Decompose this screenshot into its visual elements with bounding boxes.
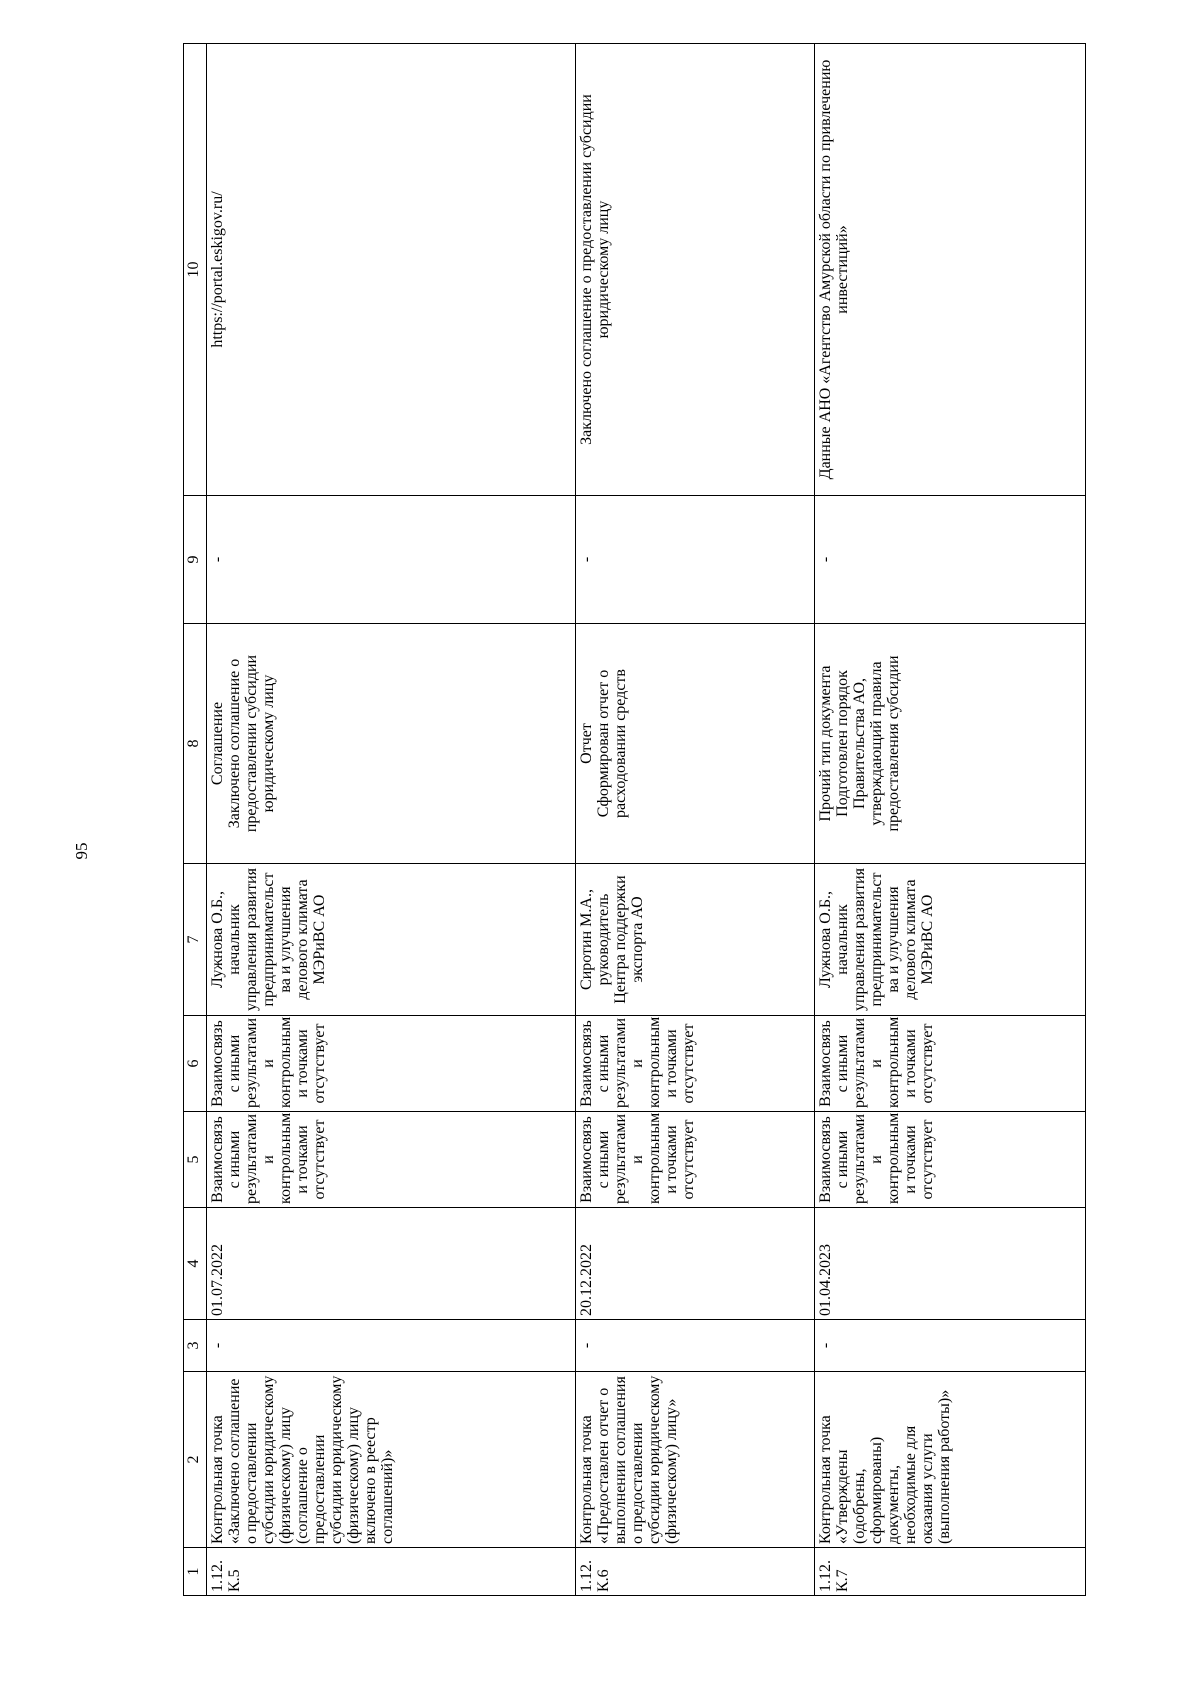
header-row <box>184 44 207 1596</box>
table-row <box>814 44 1085 1596</box>
col-header-5: 5 <box>184 1112 207 1208</box>
cell-control-point: Контрольная точка «Предоставлен отчет о выполнении соглашения о предоставлении субсидии юридическому (физическому) лицу» <box>576 1372 815 1548</box>
document-type: Соглашение <box>209 701 226 786</box>
cell-col3: - <box>207 1320 576 1372</box>
col-header-10: 10 <box>184 44 207 496</box>
col-header-8: 8 <box>184 624 207 864</box>
cell-document <box>207 624 576 864</box>
cell-number: 1.12. К.6 <box>576 1548 815 1596</box>
cell-number: 1.12. К.5 <box>207 1548 576 1596</box>
table-row <box>207 44 576 1596</box>
col-header-3: 3 <box>184 1320 207 1372</box>
cell-source: Данные АНО «Агентство Амурской области по привлечению инвестиций» <box>814 44 1085 496</box>
document-type: Прочий тип документа <box>816 665 834 822</box>
col-header-4: 4 <box>184 1208 207 1320</box>
document-description: Сформирован отчет о расходовании средств <box>595 669 630 818</box>
cell-col9: - <box>576 496 815 624</box>
cell-number: 1.12. К.7 <box>814 1548 1085 1596</box>
rotated-table-container <box>183 44 1086 1596</box>
cell-col9: - <box>814 496 1085 624</box>
document-description: Подготовлен порядок Правительства АО, утверждающий правила предоставления субсидии <box>833 655 902 832</box>
col-header-6: 6 <box>184 1016 207 1112</box>
document-description: Заключено соглашение о предоставлении субсидии юридическому лицу <box>226 654 277 833</box>
col-header-7: 7 <box>184 864 207 1016</box>
cell-source: https://portal.eskigov.ru/ <box>207 44 576 496</box>
cell-relation-1: Взаимосвязь с иными результатами и контрольным и точками отсутствует <box>576 1112 815 1208</box>
document-type: Отчет <box>578 723 596 764</box>
cell-source: Заключено соглашение о предоставлении субсидии юридическому лицу <box>576 44 815 496</box>
cell-control-point: Контрольная точка «Утверждены (одобрены, сформированы) документы, необходимые для оказания услуги (выполнения работы)» <box>814 1372 1085 1548</box>
cell-responsible: Лужнова О.Б., начальник управления развития предпринимательст ва и улучшения делового климата МЭРиВС АО <box>207 864 576 1016</box>
cell-responsible: Лужнова О.Б., начальник управления развития предпринимательст ва и улучшения делового климата МЭРиВС АО <box>814 864 1085 1016</box>
control-points-table <box>183 43 1086 1596</box>
col-header-2: 2 <box>184 1372 207 1548</box>
cell-relation-1: Взаимосвязь с иными результатами и контрольным и точками отсутствует <box>207 1112 576 1208</box>
cell-relation-2: Взаимосвязь с иными результатами и контрольным и точками отсутствует <box>814 1016 1085 1112</box>
cell-relation-2: Взаимосвязь с иными результатами и контрольным и точками отсутствует <box>207 1016 576 1112</box>
cell-date: 01.07.2022 <box>207 1208 576 1320</box>
cell-relation-2: Взаимосвязь с иными результатами и контрольным и точками отсутствует <box>576 1016 815 1112</box>
cell-col3: - <box>576 1320 815 1372</box>
cell-responsible: Сиротин М.А., руководитель Центра поддержки экспорта АО <box>576 864 815 1016</box>
cell-relation-1: Взаимосвязь с иными результатами и контрольным и точками отсутствует <box>814 1112 1085 1208</box>
cell-document <box>576 624 815 864</box>
page-number: 95 <box>72 842 91 860</box>
cell-date: 01.04.2023 <box>814 1208 1085 1320</box>
cell-col9: - <box>207 496 576 624</box>
table-row <box>576 44 815 1596</box>
cell-control-point: Контрольная точка «Заключено соглашение о предоставлении субсидии юридическому (физическому) лицу (соглашение о предоставлении субсидии юридическому (физическому) лицу включено в реестр соглашений)» <box>207 1372 576 1548</box>
cell-document <box>814 624 1085 864</box>
cell-col3: - <box>814 1320 1085 1372</box>
col-header-1: 1 <box>184 1548 207 1596</box>
col-header-9: 9 <box>184 496 207 624</box>
cell-date: 20.12.2022 <box>576 1208 815 1320</box>
